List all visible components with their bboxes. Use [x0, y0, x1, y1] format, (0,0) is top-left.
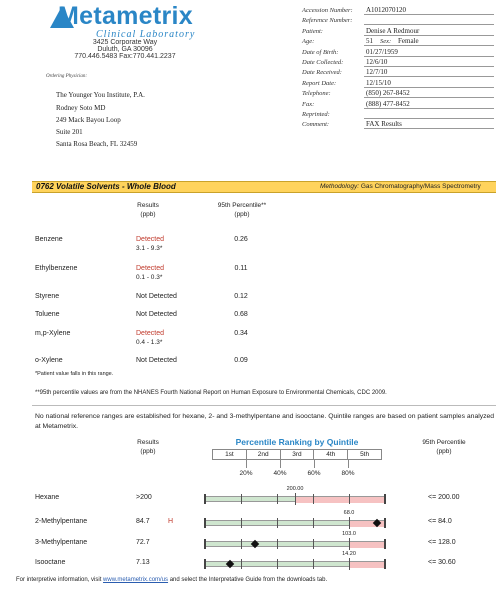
quintile-chart-title: Percentile Ranking by Quintile — [235, 437, 359, 447]
info-row — [302, 100, 500, 109]
quintile-label: 4th — [314, 450, 348, 459]
bar-start-cap — [204, 494, 206, 504]
quintile-result: 84.7 — [136, 518, 150, 525]
info-value: Denise A Redmour — [366, 26, 420, 35]
quintile-gridline — [313, 518, 314, 528]
info-underline — [364, 118, 494, 119]
solvent-percentile: 0.68 — [234, 311, 248, 318]
percentile-label: 20% — [239, 470, 253, 477]
physician-line: Suite 201 — [56, 128, 83, 136]
methodology-value: Gas Chromatography/Mass Spectrometry — [360, 183, 481, 190]
marker-value: 200.00 — [286, 486, 304, 492]
methodology-label: Methodology: — [320, 183, 360, 190]
solvent-name: Styrene — [35, 293, 60, 300]
info-label: Date of Birth: — [302, 48, 339, 56]
section-divider — [32, 405, 496, 406]
percentile-label: 80% — [341, 470, 355, 477]
info-value: 51 — [366, 37, 373, 46]
percentile-marker — [349, 538, 350, 550]
solvent-percentile: 0.26 — [234, 236, 248, 243]
quintile-analyte: 3-Methylpentane — [35, 539, 88, 546]
info-underline — [364, 24, 494, 25]
info-value: FAX Results — [366, 120, 402, 129]
sex-value: Female — [398, 37, 419, 46]
solvent-range: 3.1 - 9.3* — [136, 245, 163, 252]
solvent-range: 0.4 - 1.3* — [136, 339, 163, 346]
info-underline — [364, 56, 494, 57]
reference-note: No national reference ranges are established for hexane, 2- and 3-methylpentane and isooctane. Quintile ranges are based on patient samples analyzed at Metametrix. — [35, 413, 495, 430]
solvent-name: Toluene — [35, 311, 60, 318]
solvent-name: Benzene — [35, 236, 63, 243]
solvent-result: Detected — [136, 236, 165, 243]
high-range-bar — [295, 497, 385, 503]
high-range-bar — [349, 562, 385, 568]
solvent-percentile: 0.11 — [234, 265, 248, 272]
quintile-gridline — [349, 494, 350, 504]
quintile-gridline — [277, 518, 278, 528]
quintile-results-unit: (ppb) — [140, 448, 156, 455]
marker-value: 14.20 — [342, 551, 356, 557]
info-label: Reference Number: — [302, 17, 353, 25]
quintile-scale — [212, 449, 382, 460]
quintile-gridline — [241, 559, 242, 569]
info-label: Fax: — [302, 100, 315, 108]
info-label: Report Date: — [302, 79, 337, 87]
solvent-result: Not Detected — [136, 293, 177, 300]
quintile-reference: <= 30.60 — [428, 559, 456, 566]
percentile-unit: (ppb) — [234, 211, 250, 218]
lab-logo: Metametrix — [58, 2, 193, 30]
quintile-result: >200 — [136, 494, 152, 501]
bar-start-cap — [204, 518, 206, 528]
bar-end-cap — [384, 539, 386, 549]
solvent-result: Not Detected — [136, 311, 177, 318]
footer-note — [16, 577, 327, 583]
info-underline — [364, 14, 494, 15]
percentile-tick — [314, 460, 315, 468]
info-row — [302, 27, 500, 36]
footer-text: and select the Interpretative Guide from the downloads tab. — [168, 577, 328, 583]
quintile-ref-unit: (ppb) — [436, 448, 452, 455]
quintile-reference: <= 200.00 — [428, 494, 460, 501]
info-row — [302, 110, 500, 119]
sex-label: Sex: — [380, 38, 392, 46]
info-row — [302, 48, 500, 57]
bar-end-cap — [384, 559, 386, 569]
quintile-gridline — [277, 494, 278, 504]
quintile-analyte: Isooctane — [35, 559, 66, 566]
quintile-gridline — [241, 494, 242, 504]
results-header: Results — [137, 202, 159, 209]
solvent-percentile: 0.34 — [234, 330, 248, 337]
footer-text: For interpretive information, visit — [16, 577, 104, 583]
info-underline — [364, 97, 494, 98]
solvent-result: Detected — [136, 265, 165, 272]
solvent-name: m,p-Xylene — [35, 330, 71, 337]
bar-end-cap — [384, 494, 386, 504]
section-title: 0762 Volatile Solvents - Whole Blood — [36, 182, 176, 191]
quintile-result: 7.13 — [136, 559, 150, 566]
quintile-gridline — [241, 539, 242, 549]
percentile-header: 95th Percentile** — [217, 202, 267, 209]
quintile-result: 72.7 — [136, 539, 150, 546]
bar-start-cap — [204, 559, 206, 569]
marker-value: 103.0 — [342, 531, 356, 537]
bar-start-cap — [204, 539, 206, 549]
percentile-tick — [348, 460, 349, 468]
quintile-analyte: Hexane — [35, 494, 60, 501]
info-label: Age: — [302, 38, 315, 46]
info-underline — [364, 128, 494, 129]
quintile-gridline — [277, 539, 278, 549]
percentile-marker — [349, 558, 350, 570]
info-label: Accession Number: — [302, 7, 353, 14]
solvent-name: Ethylbenzene — [35, 265, 78, 272]
solvent-percentile: 0.12 — [234, 293, 248, 300]
info-underline — [364, 66, 494, 67]
percentile-marker — [349, 517, 350, 529]
physician-label: Ordering Physician: — [46, 74, 88, 79]
quintile-gridline — [241, 518, 242, 528]
info-row — [302, 37, 500, 46]
results-unit: (ppb) — [140, 211, 156, 218]
quintile-gridline — [313, 494, 314, 504]
solvent-percentile: 0.09 — [234, 357, 248, 364]
marker-value: 68.0 — [343, 510, 355, 516]
info-label: Patient: — [302, 27, 323, 35]
metametrix-link[interactable]: www.metametrix.com/us — [103, 577, 169, 583]
quintile-label: 1st — [213, 450, 247, 459]
physician-line: Rodney Soto MD — [56, 104, 106, 112]
quintile-ref-header: 95th Percentile — [422, 439, 466, 446]
info-value: 12/7/10 — [366, 68, 388, 77]
info-label: Date Received: — [302, 69, 342, 77]
info-underline — [364, 87, 494, 88]
info-row — [302, 120, 500, 129]
solvent-name: o-Xylene — [35, 357, 63, 364]
quintile-results-header: Results — [137, 439, 159, 446]
high-flag: H — [168, 518, 174, 525]
quintile-label: 3rd — [281, 450, 315, 459]
percentile-tick — [246, 460, 247, 468]
info-label: Comment: — [302, 121, 330, 129]
info-underline — [364, 76, 494, 77]
percentile-tick — [280, 460, 281, 468]
patient-range-note: *Patient value falls in this range. — [35, 371, 114, 377]
quintile-gridline — [313, 559, 314, 569]
quintile-gridline — [277, 559, 278, 569]
info-value: (850) 267-8452 — [366, 89, 410, 98]
quintile-label: 2nd — [247, 450, 281, 459]
physician-line: Santa Rosa Beach, FL 32459 — [56, 140, 138, 148]
info-label: Telephone: — [302, 90, 331, 98]
info-underline — [364, 108, 494, 109]
info-row — [302, 16, 500, 25]
info-value: A1012070120 — [366, 6, 407, 14]
info-row — [302, 58, 500, 67]
high-range-bar — [349, 542, 385, 548]
info-value: 12/15/10 — [366, 78, 391, 87]
quintile-analyte: 2-Methylpentane — [35, 518, 88, 525]
lab-subtitle: Clinical Laboratory — [96, 29, 196, 40]
percentile-marker — [295, 493, 296, 505]
physician-line: 249 Mack Bayou Loop — [56, 116, 121, 124]
solvent-range: 0.1 - 0.3* — [136, 274, 163, 281]
lab-contact: 770.446.5483 Fax:770.441.2237 — [74, 53, 176, 60]
quintile-reference: <= 128.0 — [428, 539, 456, 546]
info-value: (888) 477-8452 — [366, 99, 410, 108]
info-row — [302, 6, 500, 15]
quintile-gridline — [313, 539, 314, 549]
info-value: 12/6/10 — [366, 58, 388, 66]
percentile-label: 40% — [273, 470, 287, 477]
info-label: Date Collected: — [302, 59, 344, 66]
info-label: Reprinted: — [302, 111, 330, 118]
percentile-label: 60% — [307, 470, 321, 477]
solvent-result: Detected — [136, 330, 165, 337]
info-row — [302, 79, 500, 88]
methodology — [320, 183, 481, 190]
bar-end-cap — [384, 518, 386, 528]
info-value: 01/27/1959 — [366, 47, 398, 56]
quintile-label: 5th — [360, 451, 370, 458]
solvent-result: Not Detected — [136, 357, 177, 364]
lab-address-2: Duluth, GA 30096 — [97, 46, 153, 53]
lab-address-1: 3425 Corporate Way — [92, 39, 158, 46]
info-underline — [364, 35, 494, 36]
physician-line: The Younger You Institute, P.A. — [56, 91, 145, 99]
nhanes-note: **95th percentile values are from the NHANES Fourth National Report on Human Exposure to Environmental Chemicals, CDC 2009. — [35, 390, 387, 396]
info-row — [302, 68, 500, 77]
info-row — [302, 89, 500, 98]
quintile-reference: <= 84.0 — [428, 518, 452, 525]
